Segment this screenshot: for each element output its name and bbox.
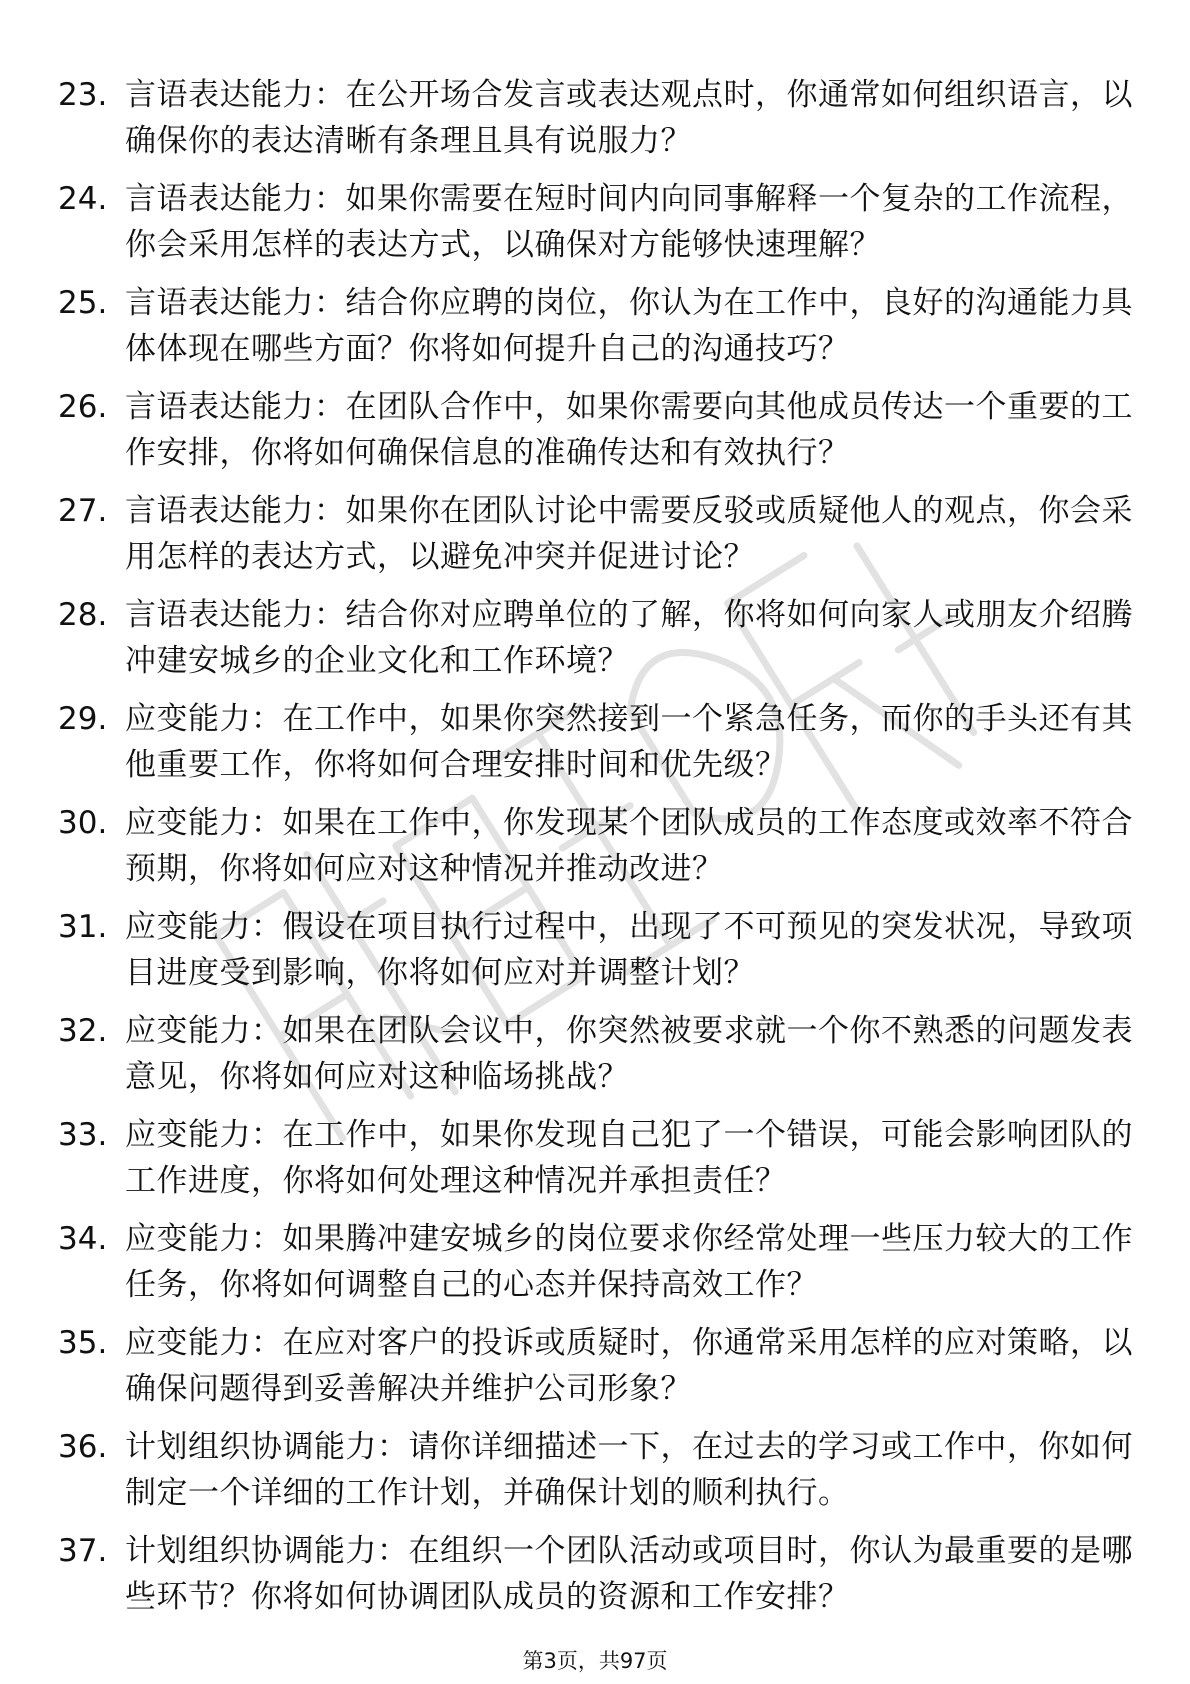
question-number: 23.	[58, 77, 108, 113]
question-text: 应变能力：假设在项目执行过程中，出现了不可预见的突发状况，导致项目进度受到影响，你将如何应对并调整计划？	[125, 909, 1133, 991]
question-number: 36.	[58, 1429, 108, 1465]
question-item	[58, 72, 1138, 176]
question-item	[58, 1528, 1138, 1632]
question-text: 言语表达能力：在公开场合发言或表达观点时，你通常如何组织语言，以确保你的表达清晰有条理且具有说服力？	[125, 77, 1133, 159]
question-text: 言语表达能力：结合你对应聘单位的了解，你将如何向家人或朋友介绍腾冲建安城乡的企业文化和工作环境？	[125, 597, 1133, 679]
question-number: 24.	[58, 181, 108, 217]
question-text: 应变能力：如果在工作中，你发现某个团队成员的工作态度或效率不符合预期，你将如何应对这种情况并推动改进？	[125, 805, 1133, 887]
question-item	[58, 280, 1138, 384]
question-item	[58, 1008, 1138, 1112]
question-number: 25.	[58, 285, 108, 321]
question-text: 计划组织协调能力：请你详细描述一下，在过去的学习或工作中，你如何制定一个详细的工作计划，并确保计划的顺利执行。	[125, 1429, 1133, 1511]
question-item	[58, 696, 1138, 800]
question-number: 27.	[58, 493, 108, 529]
question-text: 言语表达能力：如果你在团队讨论中需要反驳或质疑他人的观点，你会采用怎样的表达方式，以避免冲突并促进讨论？	[125, 493, 1133, 575]
question-item	[58, 1320, 1138, 1424]
question-item	[58, 1424, 1138, 1528]
question-item	[58, 800, 1138, 904]
page-footer	[0, 1648, 1190, 1674]
question-number: 34.	[58, 1221, 108, 1257]
question-item	[58, 592, 1138, 696]
question-item	[58, 1112, 1138, 1216]
question-list	[58, 72, 1138, 1632]
question-text: 应变能力：在应对客户的投诉或质疑时，你通常采用怎样的应对策略，以确保问题得到妥善解决并维护公司形象？	[125, 1325, 1133, 1407]
question-number: 28.	[58, 597, 108, 633]
question-text: 言语表达能力：如果你需要在短时间内向同事解释一个复杂的工作流程，你会采用怎样的表达方式，以确保对方能够快速理解？	[125, 181, 1133, 263]
question-text: 应变能力：如果在团队会议中，你突然被要求就一个你不熟悉的问题发表意见，你将如何应对这种临场挑战？	[125, 1013, 1133, 1095]
question-item	[58, 384, 1138, 488]
question-item	[58, 176, 1138, 280]
question-text: 计划组织协调能力：在组织一个团队活动或项目时，你认为最重要的是哪些环节？你将如何协调团队成员的资源和工作安排？	[125, 1533, 1133, 1615]
question-number: 35.	[58, 1325, 108, 1361]
question-text: 应变能力：在工作中，如果你发现自己犯了一个错误，可能会影响团队的工作进度，你将如何处理这种情况并承担责任？	[125, 1117, 1133, 1199]
question-number: 31.	[58, 909, 108, 945]
question-number: 26.	[58, 389, 108, 425]
question-item	[58, 904, 1138, 1008]
question-number: 29.	[58, 701, 108, 737]
question-number: 37.	[58, 1533, 108, 1569]
page-number-label: 第3页，共97页	[522, 1649, 668, 1673]
question-number: 33.	[58, 1117, 108, 1153]
question-number: 32.	[58, 1013, 108, 1049]
question-item	[58, 488, 1138, 592]
question-text: 言语表达能力：结合你应聘的岗位，你认为在工作中，良好的沟通能力具体体现在哪些方面？你将如何提升自己的沟通技巧？	[125, 285, 1133, 367]
question-number: 30.	[58, 805, 108, 841]
question-item	[58, 1216, 1138, 1320]
question-text: 应变能力：如果腾冲建安城乡的岗位要求你经常处理一些压力较大的工作任务，你将如何调整自己的心态并保持高效工作？	[125, 1221, 1133, 1303]
question-text: 应变能力：在工作中，如果你突然接到一个紧急任务，而你的手头还有其他重要工作，你将如何合理安排时间和优先级？	[125, 701, 1133, 783]
question-text: 言语表达能力：在团队合作中，如果你需要向其他成员传达一个重要的工作安排，你将如何确保信息的准确传达和有效执行？	[125, 389, 1133, 471]
